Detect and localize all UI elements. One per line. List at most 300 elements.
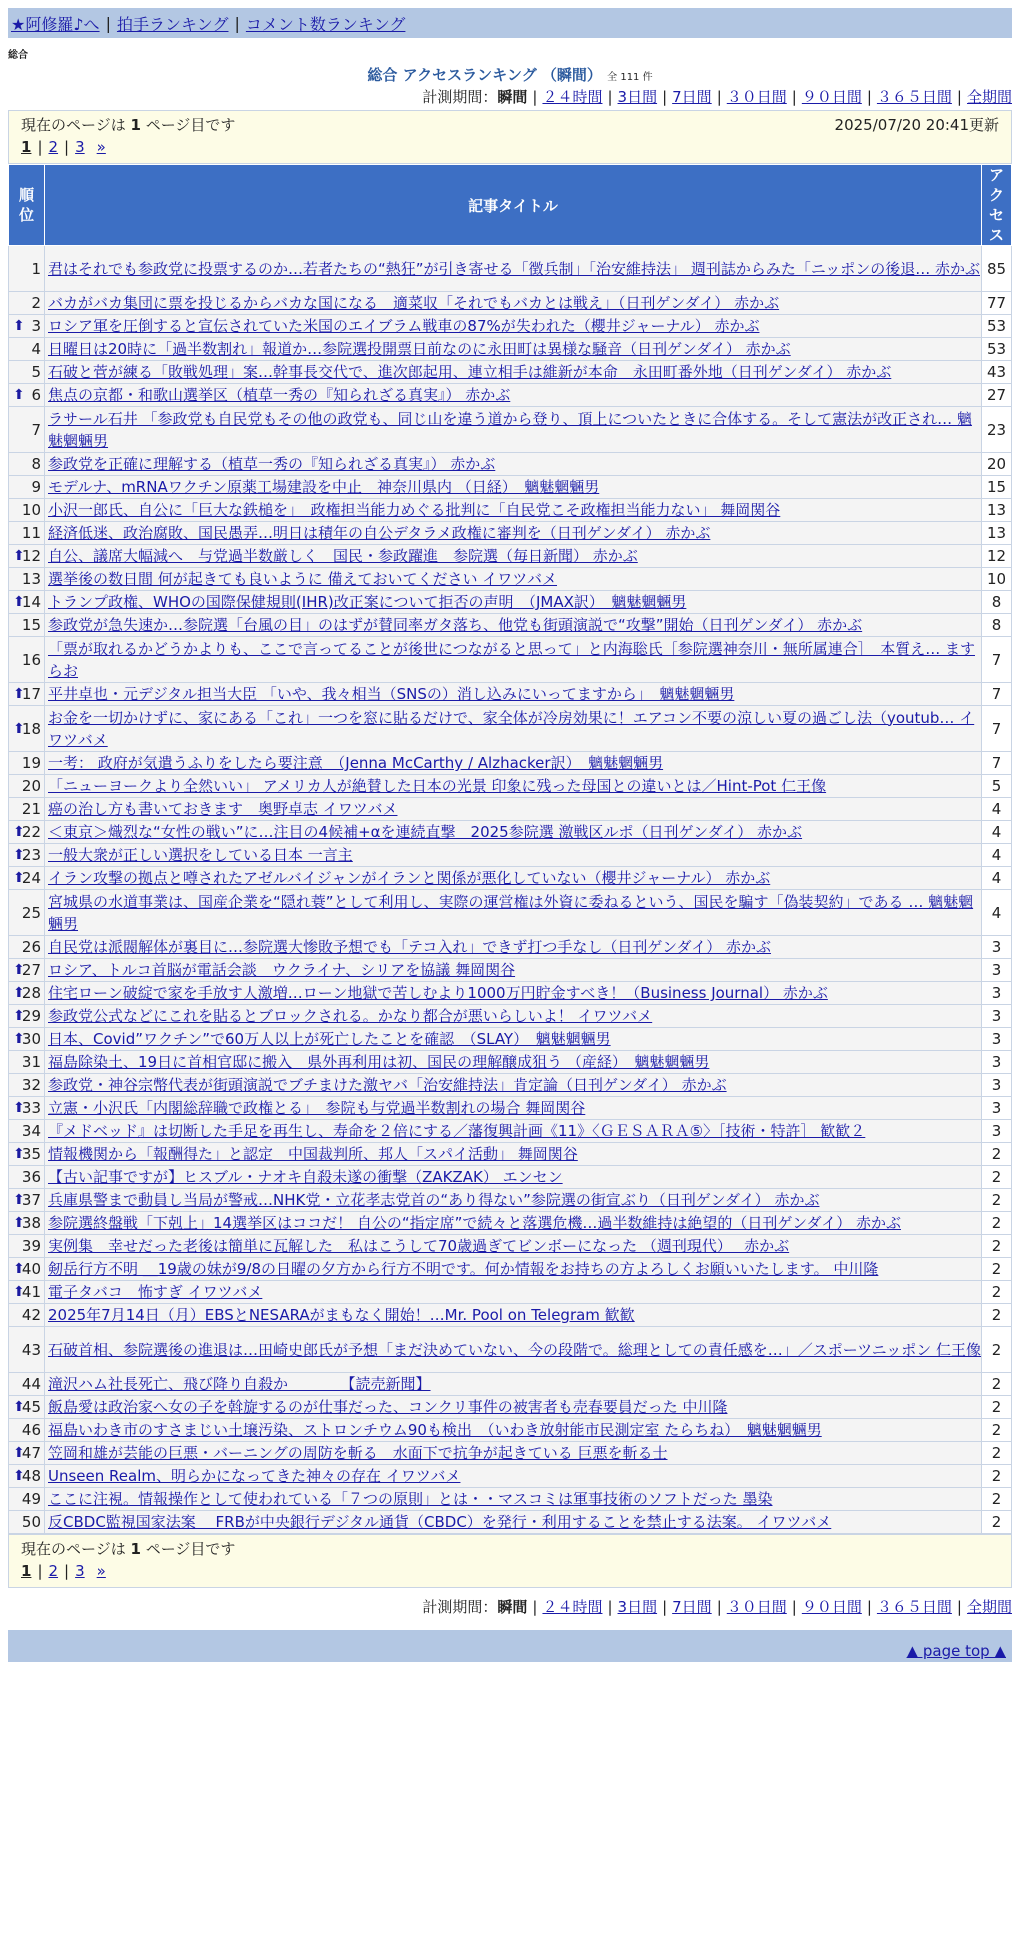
title-cell (45, 844, 982, 867)
rank-number: 35 (21, 1145, 41, 1163)
table-row (9, 1051, 1012, 1074)
article-link[interactable]: 参政党を正確に理解する（植草一秀の『知られざる真実』） 赤かぶ (48, 455, 496, 473)
period-link[interactable]: ３０日間 (726, 88, 787, 106)
rank-cell (9, 775, 45, 798)
period-link[interactable]: 全期間 (966, 1598, 1012, 1616)
period-separator: | (607, 88, 613, 106)
rank-number: 15 (21, 616, 41, 634)
rank-cell (9, 1120, 45, 1143)
table-row (9, 246, 1012, 292)
rank-number: 40 (21, 1260, 41, 1278)
access-count: 2 (982, 1189, 1012, 1212)
rank-number: 48 (21, 1467, 41, 1485)
period-current: 瞬間 (497, 88, 528, 106)
rank-cell (9, 1465, 45, 1488)
table-row (9, 1396, 1012, 1419)
period-link[interactable]: 7日間 (672, 88, 712, 106)
access-count: 4 (982, 890, 1012, 936)
title-cell (45, 614, 982, 637)
rank-cell (9, 1097, 45, 1120)
article-link[interactable]: お金を一切かけずに、家にある「これ」一つを窓に貼るだけで、家全体が冷房効果に！エアコン不要の涼しい夏の過ごし法（youtub… イワツバメ (48, 708, 975, 749)
title-cell (45, 752, 982, 775)
access-count: 3 (982, 936, 1012, 959)
title-cell (45, 1327, 982, 1373)
article-link[interactable]: トランプ政権、WHOの国際保健規則(IHR)改正案について拒否の声明 （JMAX訳） 魑魅魍魎男 (48, 593, 687, 611)
pager-page-link[interactable]: 2 (48, 1562, 59, 1580)
period-separator: | (532, 1598, 538, 1616)
access-count: 3 (982, 959, 1012, 982)
period-link[interactable]: ３０日間 (726, 1598, 787, 1616)
rank-cell (9, 798, 45, 821)
table-row (9, 683, 1012, 706)
rank-cell (9, 568, 45, 591)
title-cell (45, 315, 982, 338)
rank-cell (9, 936, 45, 959)
article-link[interactable]: 笠岡和雄が芸能の巨悪・バーニングの周防を斬る 水面下で抗争が起きている 巨悪を斬る士 (48, 1444, 668, 1462)
rank-number: 9 (31, 478, 41, 496)
title-cell (45, 246, 982, 292)
article-link[interactable]: 剱岳行方不明 ＿19歳の妹が9/8の日曜の夕方から行方不明です。何か情報をお持ちの方よろしくお願いいたします。 中川隆 (48, 1260, 879, 1278)
article-link[interactable]: 兵庫県警まで動員し当局が警戒…NHK党・立花孝志党首の“あり得ない”参院選の街宣ぶり（日刊ゲンダイ） 赤かぶ (48, 1191, 820, 1209)
title-cell (45, 890, 982, 936)
article-link[interactable]: ロシア軍を圧倒すると宣伝されていた米国のエイブラム戦車の87%が失われた（櫻井ジャーナル） 赤かぶ (48, 317, 760, 335)
rank-up-arrow-icon: ⬆ (13, 720, 25, 737)
rank-up-arrow-icon: ⬆ (13, 824, 25, 840)
title-cell (45, 959, 982, 982)
rank-number: 29 (21, 1007, 41, 1025)
article-link[interactable]: 参政党・神谷宗幣代表が街頭演説でブチまけた激ヤバ「治安維持法」肯定論（日刊ゲンダイ） 赤かぶ (48, 1076, 727, 1094)
title-cell (45, 1304, 982, 1327)
pager-page-link[interactable]: 3 (75, 1562, 85, 1580)
access-count: 13 (982, 499, 1012, 522)
rank-number: 28 (21, 984, 41, 1002)
rank-number: 49 (21, 1490, 41, 1508)
article-link[interactable]: 自公、議席大幅減へ 与党過半数厳しく 国民・参政躍進 参院選（毎日新聞） 赤かぶ (48, 547, 638, 565)
rank-up-arrow-icon: ⬆ (13, 1192, 25, 1208)
rank-cell (9, 867, 45, 890)
title-header: 記事タイトル (45, 165, 982, 246)
article-link[interactable]: ここに注視。情報操作として使われている「７つの原則」とは・・マスコミは軍事技術のソフトだった 墨染 (48, 1490, 773, 1508)
rank-number: 11 (21, 524, 41, 542)
article-link[interactable]: 反CBDC監視国家法案 FRBが中央銀行デジタル通貨（CBDC）を発行・利用することを禁止する法案。 イワツバメ (48, 1513, 832, 1531)
page-status-pre: 現在のページは (21, 1540, 126, 1558)
article-link[interactable]: 『メドベッド』は切断した手足を再生し、寿命を２倍にする／藩復興計画《11》〈ＧＥＳＡＲＡ⑤〉［技術・特許］ 歓歓２ (48, 1122, 866, 1140)
article-link[interactable]: イラン攻撃の拠点と噂されたアゼルバイジャンがイランと関係が悪化していない（櫻井ジャーナル） 赤かぶ (48, 869, 771, 887)
article-link[interactable]: バカがバカ集団に票を投じるからバカな国になる 適菜収「それでもバカとは戦え」（日刊ゲンダイ） 赤かぶ (48, 294, 780, 312)
table-row (9, 1373, 1012, 1396)
rank-number: 18 (21, 719, 41, 738)
rank-cell (9, 844, 45, 867)
pager-separator: | (37, 1562, 43, 1580)
article-link[interactable]: 福島除染土、19日に首相官邸に搬入 県外再利用は初、国民の理解醸成狙う （産経） 魑魅魍魎男 (48, 1053, 710, 1071)
table-row (9, 1120, 1012, 1143)
period-link[interactable]: ２４時間 (542, 88, 603, 106)
rank-number: 42 (21, 1306, 41, 1324)
rank-cell (9, 959, 45, 982)
table-row (9, 591, 1012, 614)
rank-cell (9, 361, 45, 384)
title-cell (45, 1051, 982, 1074)
table-row (9, 1212, 1012, 1235)
rank-number: 21 (21, 800, 41, 818)
article-link[interactable]: 滝沢ハム社長死亡、飛び降り自殺か 【読売新聞】 (48, 1375, 431, 1393)
rank-number: 34 (21, 1122, 41, 1140)
rank-cell (9, 522, 45, 545)
rank-cell (9, 821, 45, 844)
title-cell (45, 1396, 982, 1419)
category-label: 総合 (8, 50, 28, 61)
rank-up-arrow-icon: ⬆ (13, 1100, 25, 1116)
title-cell (45, 499, 982, 522)
pager-next-link[interactable]: » (96, 1562, 106, 1580)
rank-cell (9, 1028, 45, 1051)
period-link[interactable]: 3日間 (617, 88, 658, 106)
article-link[interactable]: 【古い記事ですが】ヒスブル・ナオキ自殺未遂の衝撃（ZAKZAK） エンセン (48, 1168, 563, 1186)
title-cell (45, 292, 982, 315)
access-count: 20 (982, 453, 1012, 476)
access-count: 7 (982, 752, 1012, 775)
rank-number: 5 (31, 363, 41, 381)
title-cell (45, 1143, 982, 1166)
rank-number: 23 (21, 846, 41, 864)
article-link[interactable]: 君はそれでも参政党に投票するのか…若者たちの“熱狂”が引き寄せる「徴兵制」「治安維持法」 週刊誌からみた「ニッポンの後退… 赤かぶ (48, 259, 980, 278)
title-cell (45, 1189, 982, 1212)
rank-number: 17 (21, 685, 41, 703)
article-link[interactable]: 癌の治し方も書いておきます 奥野卓志 イワツバメ (48, 800, 398, 818)
table-row (9, 1258, 1012, 1281)
article-link[interactable]: 平井卓也・元デジタル担当大臣 「いや、我々相当（SNSの）消し込みにいってますから」 魑魅魍魎男 (48, 685, 735, 703)
access-count: 53 (982, 315, 1012, 338)
rank-cell (9, 1212, 45, 1235)
rank-cell (9, 384, 45, 407)
access-count: 10 (982, 568, 1012, 591)
rank-number: 8 (31, 455, 41, 473)
rank-number: 10 (21, 501, 41, 519)
rank-cell (9, 752, 45, 775)
rank-up-arrow-icon: ⬆ (13, 1031, 25, 1047)
pager-current-page: 1 (21, 138, 32, 156)
period-link[interactable]: 3日間 (617, 1598, 658, 1616)
table-row (9, 361, 1012, 384)
rank-cell (9, 246, 45, 292)
rank-number: 22 (21, 823, 41, 841)
access-count: 77 (982, 292, 1012, 315)
title-cell (45, 1166, 982, 1189)
period-separator: | (607, 1598, 613, 1616)
article-link[interactable]: 石破首相、参院選後の進退は…田崎史郎氏が予想「まだ決めていない、今の段階で。総理としての責任感を…」／スポーツニッポン 仁王像 (48, 1340, 981, 1359)
article-link[interactable]: 電子タバコ 怖すぎ イワツバメ (48, 1283, 263, 1301)
article-link[interactable]: Unseen Realm、明らかになってきた神々の存在 イワツバメ (48, 1467, 461, 1485)
rank-cell (9, 1442, 45, 1465)
rank-cell (9, 1396, 45, 1419)
page-info-box-top (8, 110, 1012, 164)
rank-cell (9, 453, 45, 476)
table-row (9, 775, 1012, 798)
table-row (9, 1304, 1012, 1327)
table-row (9, 637, 1012, 683)
access-count: 3 (982, 1097, 1012, 1120)
applause-ranking-link[interactable]: 拍手ランキング (116, 14, 229, 34)
pagination (21, 1559, 999, 1583)
article-link[interactable]: 2025年7月14日（月）EBSとNESARAがまもなく開始！…Mr. Pool on Telegram 歓歓 (48, 1306, 635, 1324)
rank-cell (9, 637, 45, 683)
table-row (9, 936, 1012, 959)
rank-cell (9, 683, 45, 706)
access-count: 2 (982, 1511, 1012, 1534)
rank-number: 24 (21, 869, 41, 887)
period-link[interactable]: ２４時間 (542, 1598, 603, 1616)
title-cell (45, 821, 982, 844)
period-label: 計測期間： (422, 1598, 498, 1616)
article-link[interactable]: 一般大衆が正しい選択をしている日本 一言主 (48, 846, 353, 864)
table-row (9, 890, 1012, 936)
rank-up-arrow-icon: ⬆ (13, 594, 25, 610)
access-count: 2 (982, 1327, 1012, 1373)
access-count: 4 (982, 821, 1012, 844)
pager-separator: | (37, 138, 43, 156)
title-cell (45, 384, 982, 407)
table-row (9, 1074, 1012, 1097)
access-count: 2 (982, 1166, 1012, 1189)
access-count: 23 (982, 407, 1012, 453)
page-status-post: ページ目です (145, 116, 236, 134)
rank-cell (9, 1005, 45, 1028)
access-header-label: アクセス (988, 166, 1004, 244)
period-separator: | (662, 1598, 668, 1616)
title-cell (45, 1074, 982, 1097)
period-link[interactable]: ９０日間 (801, 1598, 862, 1616)
period-separator: | (532, 88, 538, 106)
access-count: 3 (982, 1051, 1012, 1074)
rank-number: 20 (21, 777, 41, 795)
rank-up-arrow-icon: ⬆ (13, 1284, 25, 1300)
rank-number: 41 (21, 1283, 41, 1301)
article-link[interactable]: 選挙後の数日間 何が起きても良いように 備えておいてください イワツバメ (48, 570, 558, 588)
access-count: 5 (982, 775, 1012, 798)
rank-cell (9, 982, 45, 1005)
access-count: 8 (982, 591, 1012, 614)
table-row (9, 1442, 1012, 1465)
rank-number: 26 (21, 938, 41, 956)
table-row (9, 1235, 1012, 1258)
rank-number: 25 (21, 903, 41, 922)
article-link[interactable]: ラサール石井 「参政党も自民党もその他の政党も、同じ山を違う道から登り、頂上についたときに合体する。そして憲法が改正され… 魑魅魍魎男 (48, 409, 972, 450)
title-cell (45, 982, 982, 1005)
rank-up-arrow-icon: ⬆ (13, 387, 25, 403)
nav-separator: | (234, 13, 240, 33)
table-row (9, 1327, 1012, 1373)
rank-up-arrow-icon: ⬆ (13, 1261, 25, 1277)
page-top-link[interactable]: ▲ page top ▲ (906, 1642, 1006, 1660)
access-count: 2 (982, 1419, 1012, 1442)
title-cell (45, 1511, 982, 1534)
rank-up-arrow-icon: ⬆ (13, 318, 25, 334)
rank-number: 27 (21, 961, 41, 979)
article-link[interactable]: 焦点の京都・和歌山選挙区（植草一秀の『知られざる真実』） 赤かぶ (48, 386, 511, 404)
period-separator: | (956, 88, 962, 106)
table-row (9, 315, 1012, 338)
rank-header-label: 順位 (18, 186, 34, 224)
article-link[interactable]: 一考： 政府が気遣うふりをしたら要注意 （Jenna McCarthy / Alzhacker訳） 魑魅魍魎男 (48, 754, 664, 772)
table-row (9, 407, 1012, 453)
title-cell (45, 1097, 982, 1120)
pager-page-link[interactable]: 3 (75, 138, 85, 156)
rank-number: 32 (21, 1076, 41, 1094)
title-cell (45, 1281, 982, 1304)
title-cell (45, 407, 982, 453)
page-status-post: ページ目です (145, 1540, 236, 1558)
rank-cell (9, 1235, 45, 1258)
rank-up-arrow-icon: ⬆ (13, 686, 25, 702)
article-link[interactable]: 情報機関から「報酬得た」と認定 中国裁判所、邦人「スパイ活動」 舞岡関谷 (48, 1145, 578, 1163)
article-link[interactable]: 日本、Covid”ワクチン”で60万人以上が死亡したことを確認 （SLAY） 魑魅魍魎男 (48, 1030, 611, 1048)
table-row (9, 384, 1012, 407)
article-link[interactable]: 日曜日は20時に「過半数割れ」報道か…参院選投開票日前なのに永田町は異様な騒音（日刊ゲンダイ） 赤かぶ (48, 340, 791, 358)
rank-number: 46 (21, 1421, 41, 1439)
rank-cell (9, 1488, 45, 1511)
access-count: 2 (982, 1258, 1012, 1281)
rank-up-arrow-icon: ⬆ (13, 870, 25, 886)
access-count: 8 (982, 614, 1012, 637)
period-link[interactable]: 7日間 (672, 1598, 712, 1616)
article-link[interactable]: 参政党公式などにこれを貼るとブロックされる。かなり都合が悪いらしいよ！ イワツバメ (48, 1007, 653, 1025)
rank-number: 12 (21, 547, 41, 565)
access-count: 3 (982, 982, 1012, 1005)
table-row (9, 1028, 1012, 1051)
period-separator: | (791, 88, 797, 106)
table-row (9, 1488, 1012, 1511)
rank-number: 30 (21, 1030, 41, 1048)
period-selector-top (422, 86, 1012, 107)
rank-up-arrow-icon: ⬆ (13, 985, 25, 1001)
pager-current-page: 1 (21, 1562, 32, 1580)
table-row (9, 522, 1012, 545)
access-count: 2 (982, 1373, 1012, 1396)
title-cell (45, 1419, 982, 1442)
period-selector-bottom (422, 1596, 1012, 1617)
rank-number: 14 (21, 593, 41, 611)
pager-page-link[interactable]: 2 (48, 138, 59, 156)
article-link[interactable]: 石破と菅が練る「敗戦処理」案…幹事長交代で、進次郎起用、連立相手は維新が本命 永田町番外地（日刊ゲンダイ） 赤かぶ (48, 363, 892, 381)
article-link[interactable]: 福島いわき市のすさまじい土壌汚染、ストロンチウム90も検出 （いわき放射能市民測定室 たらちね） 魑魅魍魎男 (48, 1421, 822, 1439)
table-row (9, 706, 1012, 752)
table-row (9, 614, 1012, 637)
access-count: 2 (982, 1281, 1012, 1304)
rank-cell (9, 1074, 45, 1097)
article-link[interactable]: 「票が取れるかどうかよりも、ここで言ってることが後世につながると思って」と内海聡氏［参院選神奈川・無所属連合］ 本質え… ますらお (48, 639, 975, 680)
rank-number: 31 (21, 1053, 41, 1071)
table-row (9, 292, 1012, 315)
table-row (9, 545, 1012, 568)
rank-up-arrow-icon: ⬆ (13, 1468, 25, 1484)
article-link[interactable]: 経済低迷、政治腐敗、国民愚弄…明日は積年の自公デタラメ政権に審判を（日刊ゲンダイ） 赤かぶ (48, 524, 711, 542)
title-cell (45, 775, 982, 798)
rank-cell (9, 1419, 45, 1442)
table-row (9, 1511, 1012, 1534)
article-link[interactable]: 参院選終盤戦「下剋上」14選挙区はココだ！ 自公の“指定席”で続々と落選危機…過半数維持は絶望的（日刊ゲンダイ） 赤かぶ (48, 1214, 901, 1232)
article-link[interactable]: ロシア、トルコ首脳が電話会談 ウクライナ、シリアを協議 舞岡関谷 (48, 961, 516, 979)
access-count: 2 (982, 1212, 1012, 1235)
article-link[interactable]: 自民党は派閥解体が裏目に…参院選大惨敗予想でも「テコ入れ」できず打つ手なし（日刊ゲンダイ） 赤かぶ (48, 938, 771, 956)
title-cell (45, 1465, 982, 1488)
rank-up-arrow-icon: ⬆ (13, 1445, 25, 1461)
rank-cell (9, 1189, 45, 1212)
rank-cell (9, 1511, 45, 1534)
period-link[interactable]: ９０日間 (801, 88, 862, 106)
period-link[interactable]: ３６５日間 (876, 1598, 952, 1616)
article-link[interactable]: 実例集 幸せだった老後は簡単に瓦解した 私はこうして70歳過ぎてビンボーになった （週刊現代） 赤かぶ (48, 1237, 790, 1255)
title-cell (45, 1235, 982, 1258)
article-link[interactable]: 小沢一郎氏、自公に「巨大な鉄槌を」 政権担当能力めぐる批判に「自民党こそ政権担当能力ない」 舞岡関谷 (48, 501, 781, 519)
table-row (9, 499, 1012, 522)
article-link[interactable]: 飯島愛は政治家へ女の子を斡旋するのが仕事だった、コンクリ事件の被害者も売春要員だった 中川隆 (48, 1398, 728, 1416)
table-row (9, 338, 1012, 361)
table-row (9, 453, 1012, 476)
table-row (9, 821, 1012, 844)
table-row (9, 1465, 1012, 1488)
access-count: 53 (982, 338, 1012, 361)
table-row (9, 1143, 1012, 1166)
article-link[interactable]: 住宅ローン破綻で家を手放す人激増…ローン地獄で苦しむより1000万円貯金すべき！（Business Journal） 赤かぶ (48, 984, 828, 1002)
rank-number: 38 (21, 1214, 41, 1232)
access-count: 3 (982, 1120, 1012, 1143)
table-row (9, 1189, 1012, 1212)
period-separator: | (716, 88, 722, 106)
period-separator: | (791, 1598, 797, 1616)
title-cell (45, 1120, 982, 1143)
page-info-box-bottom (8, 1534, 1012, 1588)
access-count: 4 (982, 798, 1012, 821)
rank-up-arrow-icon: ⬆ (13, 1215, 25, 1231)
top-nav-bar (8, 8, 1012, 38)
pager-next-link[interactable]: » (96, 138, 106, 156)
access-count: 2 (982, 1235, 1012, 1258)
rank-number: 50 (21, 1513, 41, 1531)
article-link[interactable]: モデルナ、mRNAワクチン原薬工場建設を中止 神奈川県内 （日経） 魑魅魍魎男 (48, 478, 600, 496)
article-link[interactable]: 立憲・小沢氏「内閣総辞職で政権とる」 参院も与党過半数割れの場合 舞岡関谷 (48, 1099, 586, 1117)
period-separator: | (662, 88, 668, 106)
rank-cell (9, 545, 45, 568)
home-link[interactable]: ★阿修羅♪へ (11, 14, 100, 34)
rank-cell (9, 1281, 45, 1304)
access-count: 2 (982, 1488, 1012, 1511)
title-cell (45, 637, 982, 683)
rank-header (9, 165, 45, 246)
period-link[interactable]: ３６５日間 (876, 88, 952, 106)
table-row (9, 844, 1012, 867)
rank-cell (9, 1143, 45, 1166)
rank-number: 43 (21, 1340, 41, 1359)
article-link[interactable]: 宮城県の水道事業は、国産企業を“隠れ蓑”として利用し、実際の運営権は外資に委ねるという、国民を騙す「偽装契約」である … 魑魅魍魎男 (48, 892, 974, 933)
access-count: 15 (982, 476, 1012, 499)
table-row (9, 959, 1012, 982)
title-cell (45, 706, 982, 752)
rank-number: 47 (21, 1444, 41, 1462)
title-cell (45, 1258, 982, 1281)
period-link[interactable]: 全期間 (966, 88, 1012, 106)
updated-timestamp: 2025/07/20 20:41更新 (834, 116, 999, 134)
page-title (0, 64, 1020, 85)
access-count: 4 (982, 844, 1012, 867)
title-cell (45, 545, 982, 568)
title-cell (45, 1442, 982, 1465)
title-cell (45, 568, 982, 591)
article-link[interactable]: 「ニューヨークより全然いい」 アメリカ人が絶賛した日本の光景 印象に残った母国との違いとは／Hint-Pot 仁王像 (48, 777, 827, 795)
article-link[interactable]: ＜東京＞熾烈な“女性の戦い”に…注目の4候補+αを連続直撃 2025参院選 激戦区ルポ（日刊ゲンダイ） 赤かぶ (48, 823, 803, 841)
article-link[interactable]: 参政党が急失速か…参院選「台風の目」のはずが賛同率ガタ落ち、他党も街頭演説で“攻撃”開始（日刊ゲンダイ） 赤かぶ (48, 616, 863, 634)
comment-ranking-link[interactable]: コメント数ランキング (245, 14, 406, 34)
rank-cell (9, 1327, 45, 1373)
